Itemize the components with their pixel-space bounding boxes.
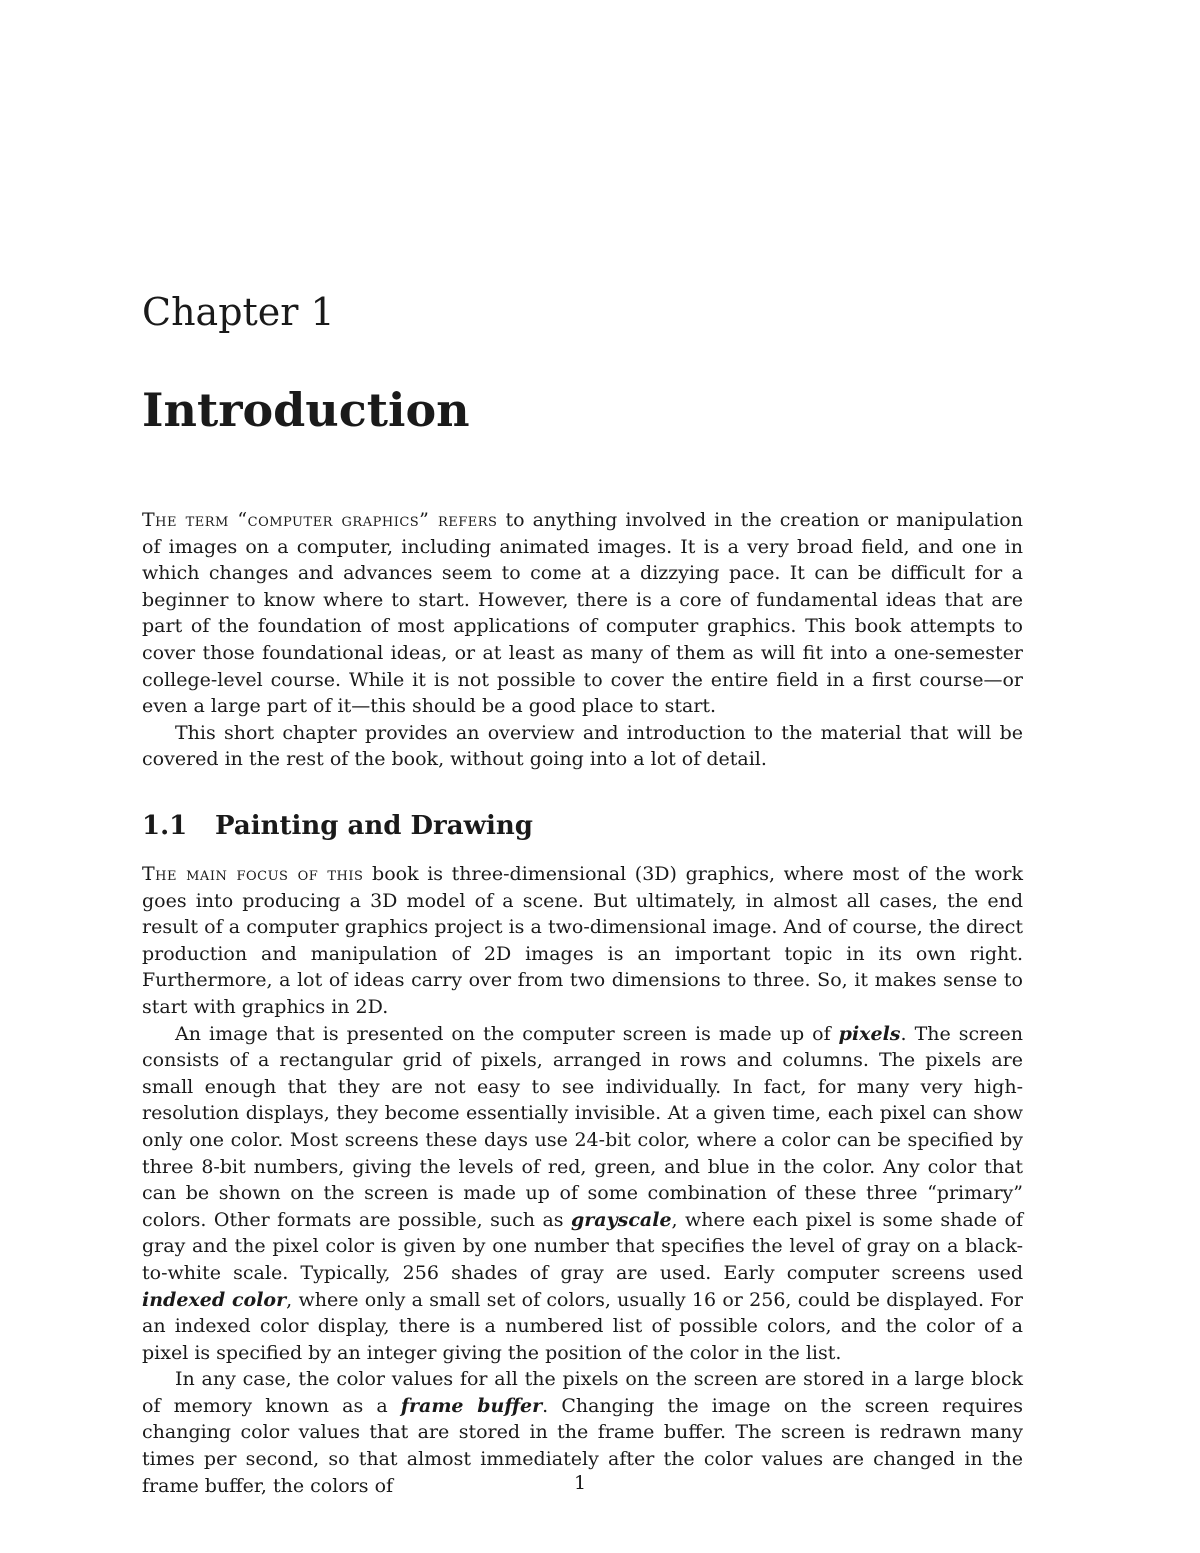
paragraph-text: to anything involved in the creation or manipulation of images on a computer, including animated images. It is a very broad field, and one in which changes and advances seem to come at a dizzying pace. It can be difficult for a beginner to know where to start. However, there is a core of fundamental ideas that are part of the foundation of most applications of computer graphics. This book attempts to cover those foundational ideas, or at least as many of them as will fit into a one-semester college-level course. While it is not possible to cover the entire field in a first course—or even a large part of it—this should be a good place to start. [142,509,1023,718]
paragraph-text: . The screen consists of a rectangular grid of pixels, arranged in rows and columns. The pixels are small enough that they are not easy to see individually. In fact, for many very high-resolution displays, they become essentially invisible. At a given time, each pixel can show only one color. Most screens these days use 24-bit color, where a color can be specified by three 8-bit numbers, giving the levels of red, green, and blue in the color. Any color that can be shown on the screen is made up of some combination of these three “primary” colors. Other formats are possible, such as [142,1022,1023,1231]
defined-term: indexed color [142,1288,287,1311]
chapter-title: Introduction [142,383,470,437]
defined-term: frame buffer [400,1394,543,1417]
paragraph-text: An image that is presented on the computer screen is made up of [175,1022,839,1045]
paragraph-lead-in: The term “computer graphics” refers [142,509,498,531]
chapter-label: Chapter 1 [142,290,335,334]
paragraph-text: In any case, the color values for all the pixels on the screen are stored in a large block of memory known as a [142,1368,1023,1417]
defined-term: grayscale [571,1208,672,1231]
paragraph-lead-in: The main focus of this [142,863,364,885]
section-paragraph [142,1021,1023,1367]
section-paragraph [142,861,1023,1021]
section-title: Painting and Drawing [215,811,533,841]
section-number: 1.1 [142,811,188,841]
section-text [142,861,1023,1499]
paragraph-text: , where only a small set of colors, usually 16 or 256, could be displayed. For an indexed color display, there is a numbered list of possible colors, and the color of a pixel is specified by an integer giving the position of the color in the list. [142,1288,1023,1364]
intro-text [142,507,1023,773]
page-number: 1 [573,1472,587,1494]
paragraph-text: . Changing the image on the screen requires changing color values that are stored in the frame buffer. The screen is redrawn many times per second, so that almost immediately after the color values are changed in the frame buffer, the colors of [142,1394,1024,1497]
intro-paragraph: This short chapter provides an overview and introduction to the material that will be covered in the rest of the book, without going into a lot of detail. [142,721,1023,771]
paragraph-text: , where each pixel is some shade of gray and the pixel color is given by one number that specifies the level of gray on a black-to-white scale. Typically, 256 shades of gray are used. Early computer screens used [142,1208,1023,1284]
defined-term: pixels [838,1022,901,1045]
paragraph-text: book is three-dimensional (3D) graphics, where most of the work goes into producing a 3D model of a scene. But ultimately, in almost all cases, the end result of a computer graphics project is a two-dimensional image. And of course, the direct production and manipulation of 2D images is an important topic in its own right. Furthermore, a lot of ideas carry over from two dimensions to three. So, it makes sense to start with graphics in 2D. [142,863,1023,1018]
intro-paragraph [142,507,1023,720]
section-heading [142,807,533,845]
